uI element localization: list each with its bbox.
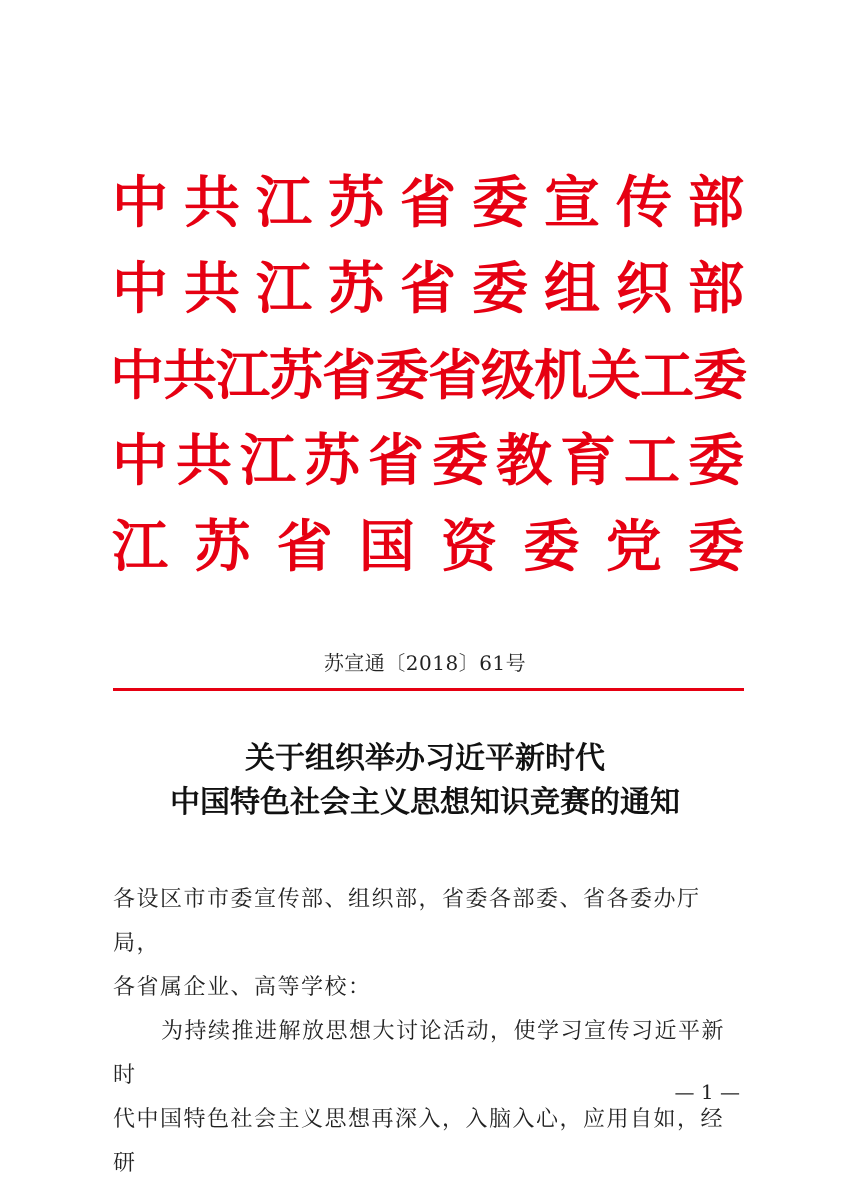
issuer-char: 资 (441, 514, 498, 580)
issuer-line-3 (110, 332, 746, 418)
issuer-char: 共 (184, 170, 240, 236)
issuer-char: 苏 (328, 170, 384, 236)
red-divider-line (113, 688, 744, 691)
issuer-char: 省 (276, 514, 333, 580)
issuer-char: 省 (400, 256, 456, 322)
paragraph-line-2: 代中国特色社会主义思想再深入，入脑入心，应用自如，经研 (113, 1107, 725, 1176)
issuer-char: 组 (544, 256, 600, 322)
document-body (113, 878, 745, 1186)
document-number: 苏宣通〔2018〕61号 (323, 651, 527, 675)
addressee-line-2: 各省属企业、高等学校： (113, 975, 372, 1000)
issuer-line-4 (110, 418, 746, 504)
issuer-char: 共 (163, 343, 217, 407)
issuer-char: 国 (358, 514, 415, 580)
issuer-char: 关 (587, 343, 641, 407)
issuer-char: 委 (432, 428, 488, 494)
issuer-line-2 (110, 246, 746, 332)
issuer-char: 中 (112, 170, 168, 236)
issuer-char: 中 (112, 428, 168, 494)
issuer-char: 委 (523, 514, 580, 580)
issuer-char: 委 (687, 514, 744, 580)
issuer-header (110, 160, 746, 590)
issuer-char: 中 (112, 256, 168, 322)
title-line-2: 中国特色社会主义思想知识竞赛的通知 (170, 785, 680, 820)
issuer-char: 省 (428, 343, 482, 407)
issuer-char: 江 (216, 343, 270, 407)
issuer-char: 苏 (304, 428, 360, 494)
issuer-char: 苏 (194, 514, 251, 580)
page-number: — 1 — (674, 1080, 740, 1104)
issuer-char: 教 (496, 428, 552, 494)
issuer-line-1 (110, 160, 746, 246)
issuer-char: 省 (400, 170, 456, 236)
issuer-char: 委 (375, 343, 429, 407)
issuer-char: 江 (240, 428, 296, 494)
paragraph-line-1: 为持续推进解放思想大讨论活动，使学习宣传习近平新时 (113, 1019, 726, 1088)
issuer-char: 共 (184, 256, 240, 322)
issuer-char: 苏 (269, 343, 323, 407)
issuer-char: 党 (605, 514, 662, 580)
issuer-char: 苏 (328, 256, 384, 322)
issuer-char: 级 (481, 343, 535, 407)
issuer-char: 委 (693, 343, 747, 407)
issuer-char: 委 (472, 256, 528, 322)
issuer-char: 育 (560, 428, 616, 494)
document-title (0, 737, 850, 825)
issuer-char: 机 (534, 343, 588, 407)
title-line-1: 关于组织举办习近平新时代 (245, 741, 605, 776)
addressee-line-1: 各设区市市委宣传部、组织部，省委各部委、省各委办厅局， (113, 887, 701, 956)
issuer-char: 织 (616, 256, 672, 322)
issuer-char: 共 (176, 428, 232, 494)
issuer-char: 委 (688, 428, 744, 494)
issuer-line-5 (110, 504, 746, 590)
issuer-char: 部 (688, 256, 744, 322)
issuer-char: 江 (112, 514, 168, 580)
issuer-char: 省 (322, 343, 376, 407)
issuer-char: 部 (688, 170, 744, 236)
issuer-char: 工 (624, 428, 680, 494)
issuer-char: 江 (256, 256, 312, 322)
issuer-char: 中 (110, 343, 164, 407)
issuer-char: 委 (472, 170, 528, 236)
issuer-char: 工 (640, 343, 694, 407)
issuer-char: 宣 (544, 170, 600, 236)
issuer-char: 传 (616, 170, 672, 236)
issuer-char: 省 (368, 428, 424, 494)
issuer-char: 江 (256, 170, 312, 236)
